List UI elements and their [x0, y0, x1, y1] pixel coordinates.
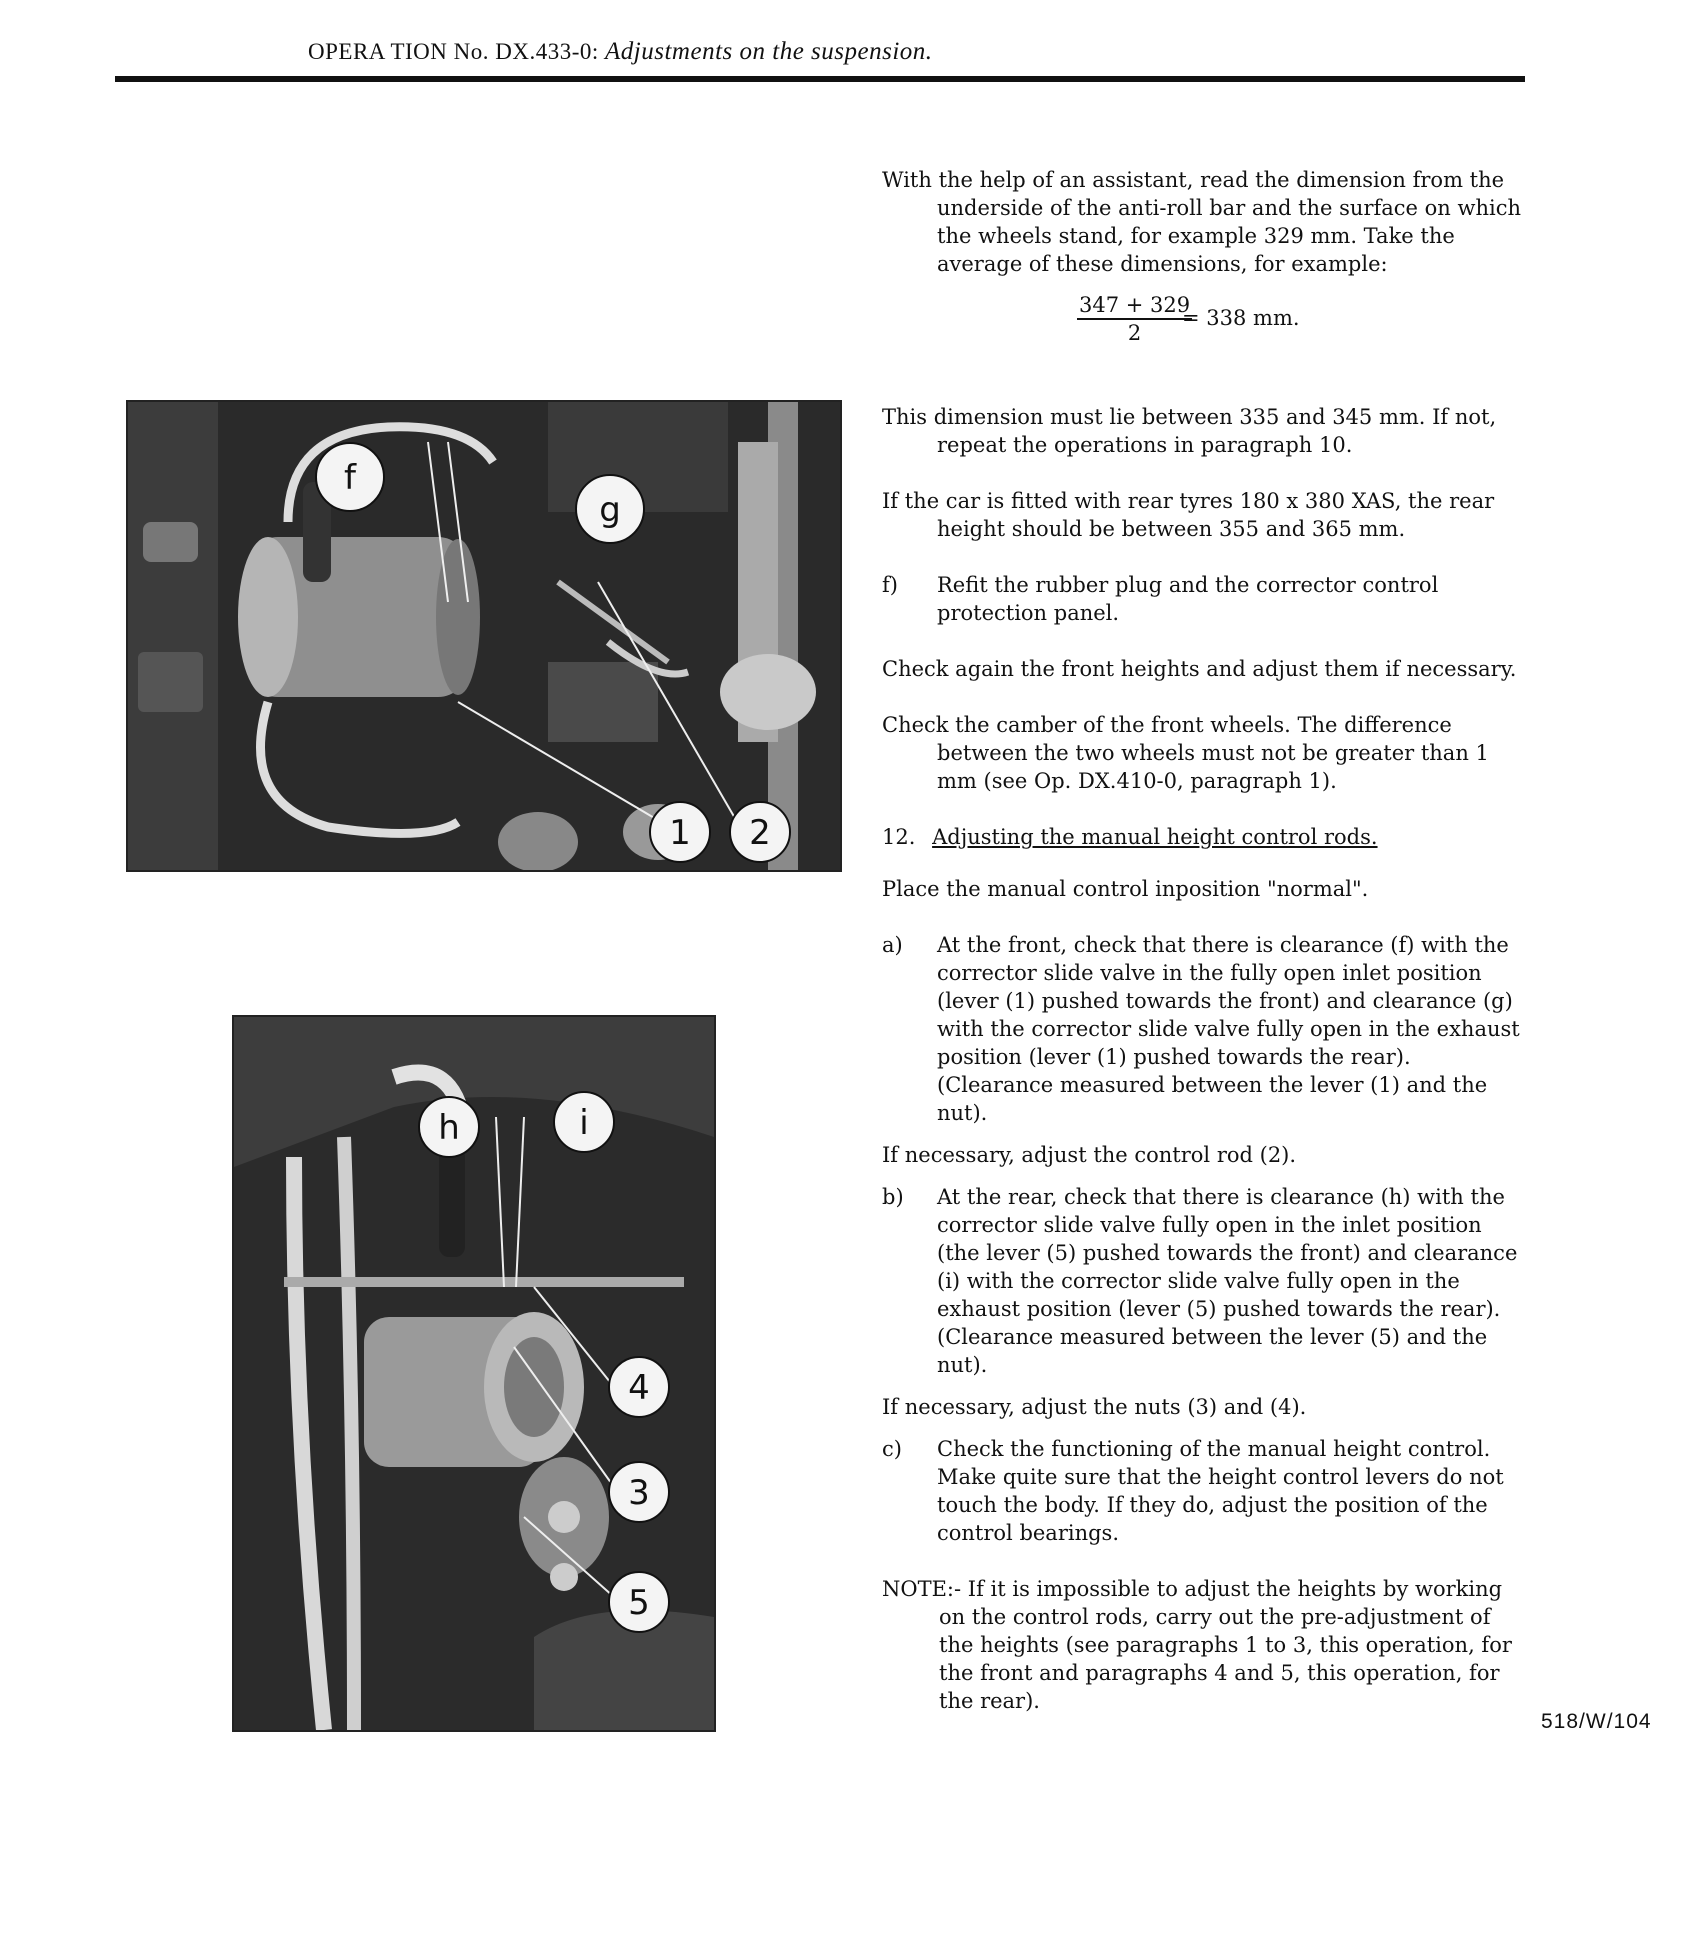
callout-h-label: h: [438, 1108, 460, 1148]
operation-number: OPERA TION No. DX.433-0:: [308, 39, 599, 64]
callout-4: [609, 1357, 669, 1417]
paragraph-range: This dimension must lie between 335 and 345 mm. If not, repeat the operations in paragraph 10.: [882, 405, 1497, 457]
item-f: [882, 571, 1522, 627]
note-paragraph: NOTE:- If it is impossible to adjust the heights by working on the control rods, carry out the pre-adjustment of the heights (see paragraphs 1 to 3, this operation, for the front and paragraphs 4 and 5, this operation, for the rear).: [882, 1577, 1512, 1713]
item-c: [882, 1435, 1522, 1547]
formula-result: = 338 mm.: [1182, 306, 1300, 330]
front-corrector-photo: [126, 400, 842, 872]
callout-g: [576, 475, 644, 543]
item-c-label: c): [882, 1437, 902, 1461]
callout-4-label: 4: [628, 1368, 650, 1408]
callout-1: [650, 802, 710, 862]
item-f-label: f): [882, 573, 898, 597]
section-heading: [882, 823, 1522, 851]
callout-g-label: g: [599, 490, 621, 530]
item-a: [882, 931, 1522, 1127]
callout-3-label: 3: [628, 1473, 650, 1513]
page-header: [308, 38, 933, 66]
item-f-text: Refit the rubber plug and the corrector control protection panel.: [937, 573, 1439, 625]
item-a-text: At the front, check that there is clearance (f) with the corrector slide valve in the fully open inlet position (lever (1) pushed towards the front) and clearance (g) with the corrector slide valve fully open in the exhaust position (lever (1) pushed towards the rear). (Clearance measured between the lever (1) and the nut).: [937, 933, 1520, 1125]
formula-fraction: [1077, 292, 1192, 346]
callout-2: [730, 802, 790, 862]
callout-h: [419, 1097, 479, 1157]
callout-i: [554, 1092, 614, 1152]
average-formula: [882, 292, 1522, 354]
paragraph-adjust-rod: If necessary, adjust the control rod (2).: [882, 1143, 1297, 1167]
formula-denominator: 2: [1127, 321, 1142, 345]
header-rule: [115, 76, 1525, 82]
paragraph-front-heights: Check again the front heights and adjust them if necessary.: [882, 657, 1517, 681]
section-number: 12.: [882, 825, 916, 849]
callout-5: [609, 1572, 669, 1632]
callout-5-label: 5: [628, 1583, 650, 1623]
callout-f: [316, 443, 384, 511]
paragraph-adjust-nuts: If necessary, adjust the nuts (3) and (4).: [882, 1395, 1307, 1419]
paragraph-manual-control: Place the manual control inposition "normal".: [882, 877, 1369, 901]
paragraph-camber: Check the camber of the front wheels. The difference between the two wheels must not be greater than 1 mm (see Op. DX.410-0, paragraph 1).: [882, 713, 1489, 793]
item-c-text: Check the functioning of the manual height control. Make quite sure that the height control levers do not touch the body. If they do, adjust the position of the control bearings.: [937, 1437, 1504, 1545]
callout-3: [609, 1462, 669, 1522]
text-column-upper: [882, 166, 1522, 384]
callout-i-label: i: [579, 1103, 589, 1143]
callout-2-label: 2: [749, 813, 771, 853]
item-b: [882, 1183, 1522, 1379]
item-b-text: At the rear, check that there is clearance (h) with the corrector slide valve fully open in the inlet position (the lever (5) pushed towards the front) and clearance (i) with the corrector slide valve fully open in the exhaust position (lever (5) pushed towards the rear). (Clearance measured between the lever (5) and the nut).: [937, 1185, 1518, 1377]
item-a-label: a): [882, 933, 903, 957]
formula-numerator: 347 + 329: [1077, 292, 1192, 320]
page-reference: 518/W/104: [1541, 1710, 1652, 1733]
text-column-main: [882, 403, 1522, 1743]
callout-1-label: 1: [669, 813, 691, 853]
rear-corrector-photo: [232, 1015, 716, 1732]
operation-title: Adjustments on the suspension.: [605, 38, 933, 65]
paragraph-dimension: With the help of an assistant, read the dimension from the underside of the anti-roll bar and the surface on which the wheels stand, for example 329 mm. Take the average of these dimensions, for example:: [882, 168, 1521, 276]
paragraph-rear-tyres: If the car is fitted with rear tyres 180 x 380 XAS, the rear height should be between 355 and 365 mm.: [882, 489, 1495, 541]
item-b-label: b): [882, 1185, 904, 1209]
callout-f-label: f: [344, 458, 356, 498]
section-title: Adjusting the manual height control rods.: [932, 825, 1378, 849]
